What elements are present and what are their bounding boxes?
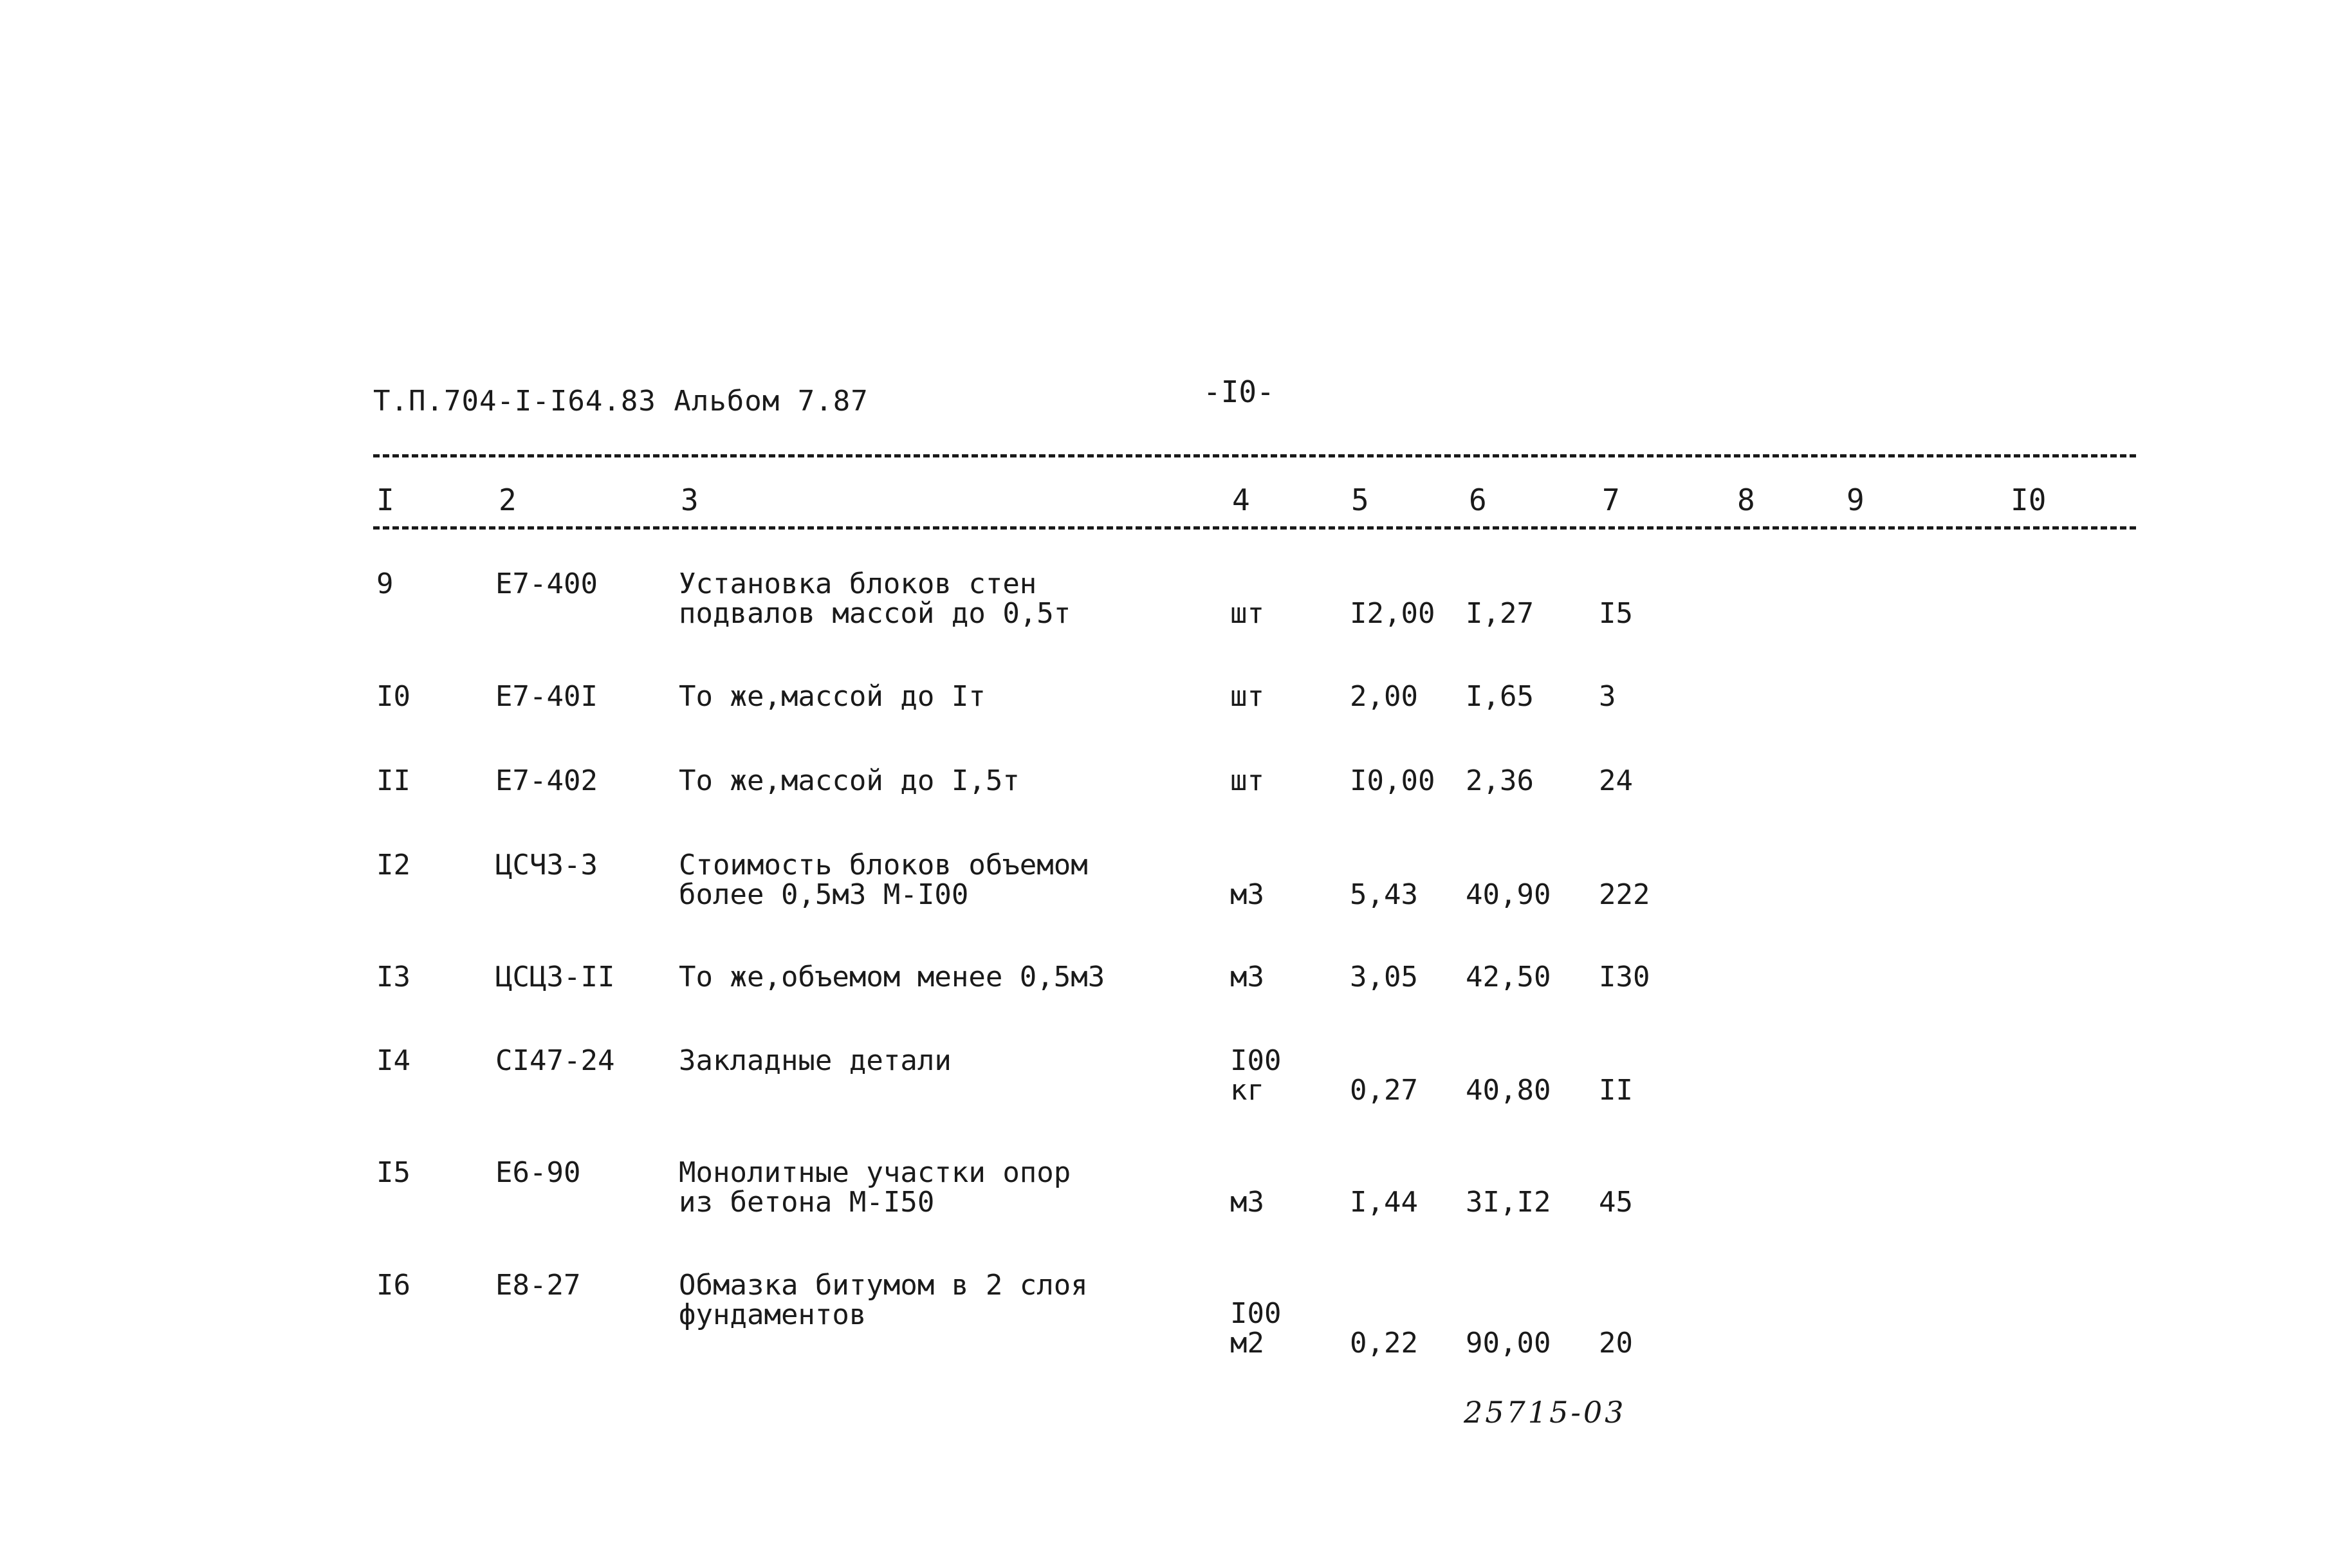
unit: шт [1230,764,1264,797]
column-header-9: 9 [1847,483,1865,517]
column-header-3: 3 [681,483,699,517]
unit: м3 [1230,878,1264,911]
rate-code: Е7-400 [495,567,598,600]
work-description: Обмазка битумом в 2 слоя фундаментов [679,1269,1088,1331]
rate-code: Е7-40I [495,680,598,713]
work-description: То же,массой до Iт [679,680,986,713]
rate-code: Е7-402 [495,764,598,797]
rate-code: ЦСЧ3-3 [495,849,598,881]
column-header-4: 4 [1232,483,1250,517]
total-cost: I5 [1599,597,1633,630]
total-cost: 222 [1599,878,1650,911]
total-cost: 24 [1599,764,1633,797]
column-header-6: 6 [1469,483,1487,517]
row-number: 9 [376,567,394,600]
table-column-headers [0,483,2349,521]
row-number: I3 [376,961,410,993]
quantity: 2,00 [1350,680,1418,713]
unit-price: 3I,I2 [1466,1186,1551,1219]
total-cost: I30 [1599,961,1650,993]
row-number: I2 [376,849,410,881]
total-cost: II [1599,1074,1633,1107]
unit: м3 [1230,961,1264,993]
work-description: Монолитные участки опор из бетона М-I50 [679,1156,1071,1219]
unit: шт [1230,597,1264,630]
page-number: -I0- [1203,374,1275,409]
quantity: 0,22 [1350,1327,1418,1360]
unit: м3 [1230,1186,1264,1219]
column-header-8: 8 [1737,483,1755,517]
unit-price: I,27 [1466,597,1534,630]
unit: шт [1230,680,1264,713]
total-cost: 3 [1599,680,1616,713]
archive-stamp: 25715-03 [1464,1395,1626,1430]
column-header-1: I [376,483,394,517]
row-number: I0 [376,680,410,713]
quantity: I,44 [1350,1186,1418,1219]
table-header-top-divider [373,454,2136,457]
work-description: Установка блоков стен подвалов массой до 0,5т [679,567,1071,630]
column-header-2: 2 [499,483,517,517]
unit-price: 42,50 [1466,961,1551,993]
unit-price: 90,00 [1466,1327,1551,1360]
column-header-7: 7 [1602,483,1620,517]
unit: I00 м2 [1230,1297,1282,1360]
unit-price: 2,36 [1466,764,1534,797]
rate-code: Е6-90 [495,1156,581,1189]
row-number: II [376,764,410,797]
row-number: I6 [376,1269,410,1302]
quantity: 5,43 [1350,878,1418,911]
work-description: Стоимость блоков объемом более 0,5м3 М-I00 [679,849,1088,911]
unit: I00 кг [1230,1044,1282,1107]
rate-code: Е8-27 [495,1269,581,1302]
unit-price: 40,90 [1466,878,1551,911]
rate-code: СI47-24 [495,1044,615,1077]
total-cost: 45 [1599,1186,1633,1219]
total-cost: 20 [1599,1327,1633,1360]
quantity: 0,27 [1350,1074,1418,1107]
quantity: 3,05 [1350,961,1418,993]
document-code: Т.П.704-I-I64.83 Альбом 7.87 [373,385,869,418]
work-description: То же,объемом менее 0,5м3 [679,961,1105,993]
quantity: I0,00 [1350,764,1435,797]
table-header-bottom-divider [373,526,2136,530]
unit-price: 40,80 [1466,1074,1551,1107]
column-header-5: 5 [1351,483,1369,517]
work-description: То же,массой до I,5т [679,764,1020,797]
row-number: I4 [376,1044,410,1077]
row-number: I5 [376,1156,410,1189]
work-description: Закладные детали [679,1044,952,1077]
column-header-10: I0 [2011,483,2047,517]
rate-code: ЦСЦ3-II [495,961,615,993]
unit-price: I,65 [1466,680,1534,713]
quantity: I2,00 [1350,597,1435,630]
